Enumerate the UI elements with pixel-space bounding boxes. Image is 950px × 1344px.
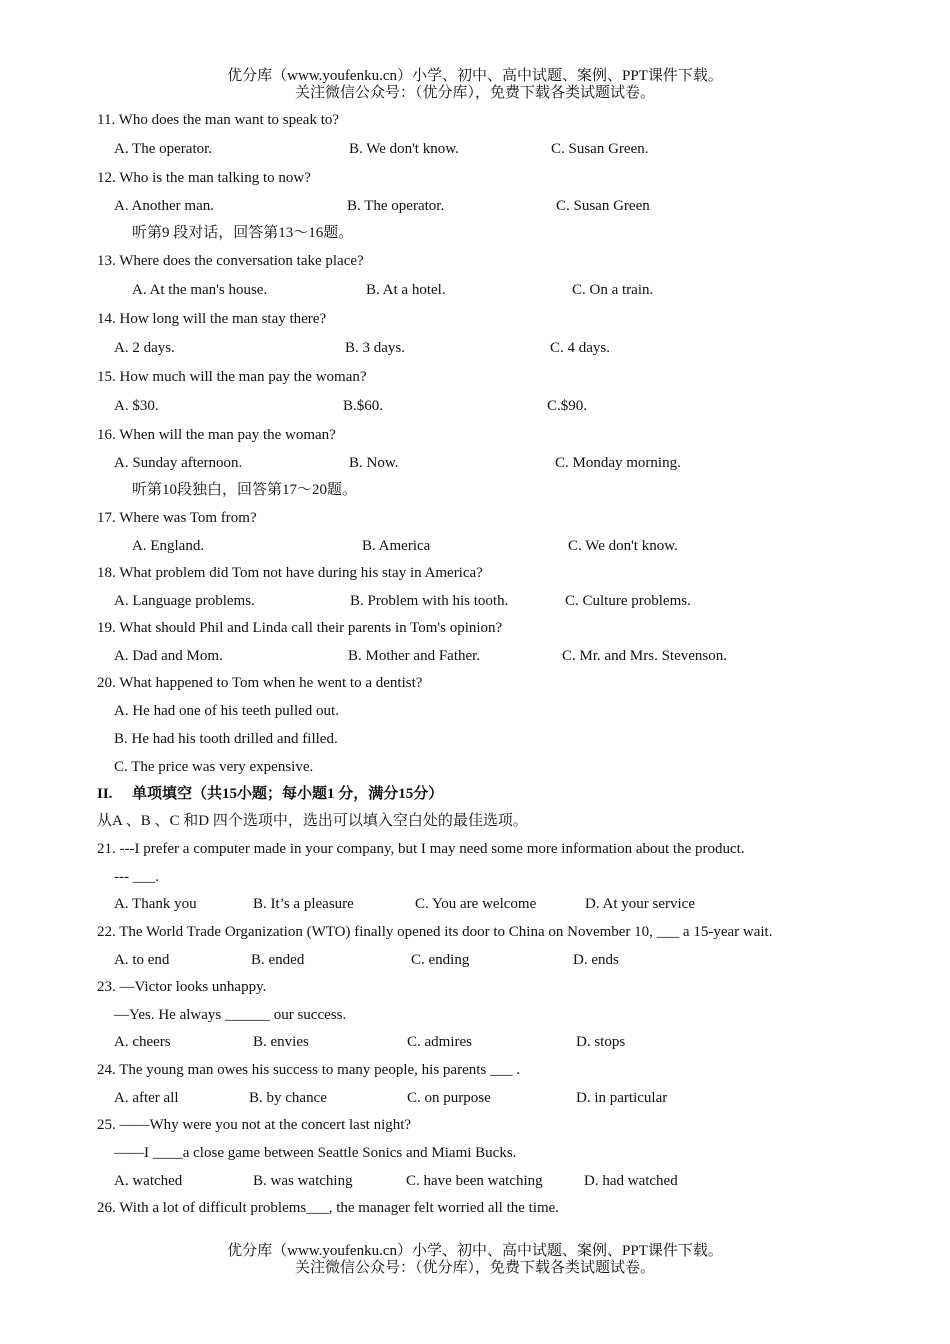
question-15: 15. How much will the man pay the woman?	[97, 369, 367, 385]
q13-option-c: C. On a train.	[572, 282, 654, 298]
question-22: 22. The World Trade Organization (WTO) finally opened its door to China on November 10, ___ a 15-year wait.	[97, 924, 773, 940]
q22-option-b: B. ended	[251, 952, 305, 968]
section-2-title: 单项填空（共15小题；每小题1 分，满分15分）	[132, 786, 444, 802]
footer-line-1: 优分库（www.youfenku.cn）小学、初中、高中试题、案例、PPT课件下载。	[227, 1243, 723, 1259]
q20-option-c: C. The price was very expensive.	[114, 759, 314, 775]
instruction-monologue-10: 听第10段独白，回答第17～20题。	[132, 482, 358, 498]
q23-option-d: D. stops	[576, 1034, 626, 1050]
q20-option-b: B. He had his tooth drilled and filled.	[114, 731, 338, 747]
question-11: 11. Who does the man want to speak to?	[97, 112, 340, 128]
header-line-1: 优分库（www.youfenku.cn）小学、初中、高中试题、案例、PPT课件下载。	[227, 68, 723, 84]
q23-option-c: C. admires	[407, 1034, 472, 1050]
q13-option-a: A. At the man's house.	[132, 282, 268, 298]
q19-option-c: C. Mr. and Mrs. Stevenson.	[562, 648, 727, 664]
q18-option-c: C. Culture problems.	[565, 593, 691, 609]
question-16: 16. When will the man pay the woman?	[97, 427, 336, 443]
question-17: 17. Where was Tom from?	[97, 510, 257, 526]
page-header	[0, 68, 950, 102]
q25-option-c: C. have been watching	[406, 1173, 543, 1189]
q15-option-c: C.$90.	[547, 398, 588, 414]
q19-option-a: A. Dad and Mom.	[114, 648, 223, 664]
q21-response: --- ___.	[114, 869, 159, 885]
q16-option-a: A. Sunday afternoon.	[114, 455, 243, 471]
q12-option-b: B. The operator.	[347, 198, 445, 214]
footer-line-2: 关注微信公众号：（优分库），免费下载各类试题试卷。	[294, 1260, 655, 1276]
q25-option-a: A. watched	[114, 1173, 183, 1189]
q14-option-b: B. 3 days.	[345, 340, 405, 356]
q13-option-b: B. At a hotel.	[366, 282, 446, 298]
q22-option-a: A. to end	[114, 952, 170, 968]
q22-option-c: C. ending	[411, 952, 470, 968]
q25-response: ——I ____a close game between Seattle Sonics and Miami Bucks.	[114, 1145, 517, 1161]
q23-option-a: A. cheers	[114, 1034, 171, 1050]
q12-option-c: C. Susan Green	[556, 198, 650, 214]
q16-option-b: B. Now.	[349, 455, 399, 471]
q24-option-d: D. in particular	[576, 1090, 668, 1106]
q17-option-a: A. England.	[132, 538, 205, 554]
q15-option-b: B.$60.	[343, 398, 384, 414]
q11-option-b: B. We don't know.	[349, 141, 459, 157]
section-2-instruction: 从A 、B 、C 和D 四个选项中，选出可以填入空白处的最佳选项。	[97, 813, 528, 829]
question-18: 18. What problem did Tom not have during his stay in America?	[97, 565, 483, 581]
q21-option-a: A. Thank you	[114, 896, 197, 912]
q19-option-b: B. Mother and Father.	[348, 648, 481, 664]
q23-response: —Yes. He always ______ our success.	[114, 1007, 347, 1023]
instruction-dialogue-9: 听第9 段对话，回答第13～16题。	[132, 225, 354, 241]
q18-option-b: B. Problem with his tooth.	[350, 593, 509, 609]
q15-option-a: A. $30.	[114, 398, 159, 414]
question-12: 12. Who is the man talking to now?	[97, 170, 311, 186]
q14-option-a: A. 2 days.	[114, 340, 175, 356]
question-14: 14. How long will the man stay there?	[97, 311, 327, 327]
q17-option-b: B. America	[362, 538, 431, 554]
question-25: 25. ——Why were you not at the concert last night?	[97, 1117, 412, 1133]
question-24: 24. The young man owes his success to many people, his parents ___ .	[97, 1062, 520, 1078]
question-23: 23. —Victor looks unhappy.	[97, 979, 267, 995]
q11-option-a: A. The operator.	[114, 141, 213, 157]
question-21: 21. ---I prefer a computer made in your company, but I may need some more information about the product.	[97, 841, 745, 857]
question-19: 19. What should Phil and Linda call their parents in Tom's opinion?	[97, 620, 503, 636]
q17-option-c: C. We don't know.	[568, 538, 678, 554]
q11-option-c: C. Susan Green.	[551, 141, 649, 157]
q25-option-d: D. had watched	[584, 1173, 678, 1189]
q21-option-c: C. You are welcome	[415, 896, 537, 912]
q21-option-b: B. It’s a pleasure	[253, 896, 354, 912]
q20-option-a: A. He had one of his teeth pulled out.	[114, 703, 339, 719]
q21-option-d: D. At your service	[585, 896, 695, 912]
q24-option-c: C. on purpose	[407, 1090, 491, 1106]
q24-option-a: A. after all	[114, 1090, 179, 1106]
q16-option-c: C. Monday morning.	[555, 455, 681, 471]
q14-option-c: C. 4 days.	[550, 340, 610, 356]
question-13: 13. Where does the conversation take place?	[97, 253, 364, 269]
q22-option-d: D. ends	[573, 952, 619, 968]
q25-option-b: B. was watching	[253, 1173, 353, 1189]
q18-option-a: A. Language problems.	[114, 593, 255, 609]
question-20: 20. What happened to Tom when he went to a dentist?	[97, 675, 423, 691]
header-line-2: 关注微信公众号：（优分库），免费下载各类试题试卷。	[294, 85, 655, 101]
question-26: 26. With a lot of difficult problems___, the manager felt worried all the time.	[97, 1200, 560, 1216]
q23-option-b: B. envies	[253, 1034, 309, 1050]
q24-option-b: B. by chance	[249, 1090, 327, 1106]
section-2-number: II.	[97, 786, 113, 802]
page-footer	[0, 1243, 950, 1277]
q12-option-a: A. Another man.	[114, 198, 214, 214]
